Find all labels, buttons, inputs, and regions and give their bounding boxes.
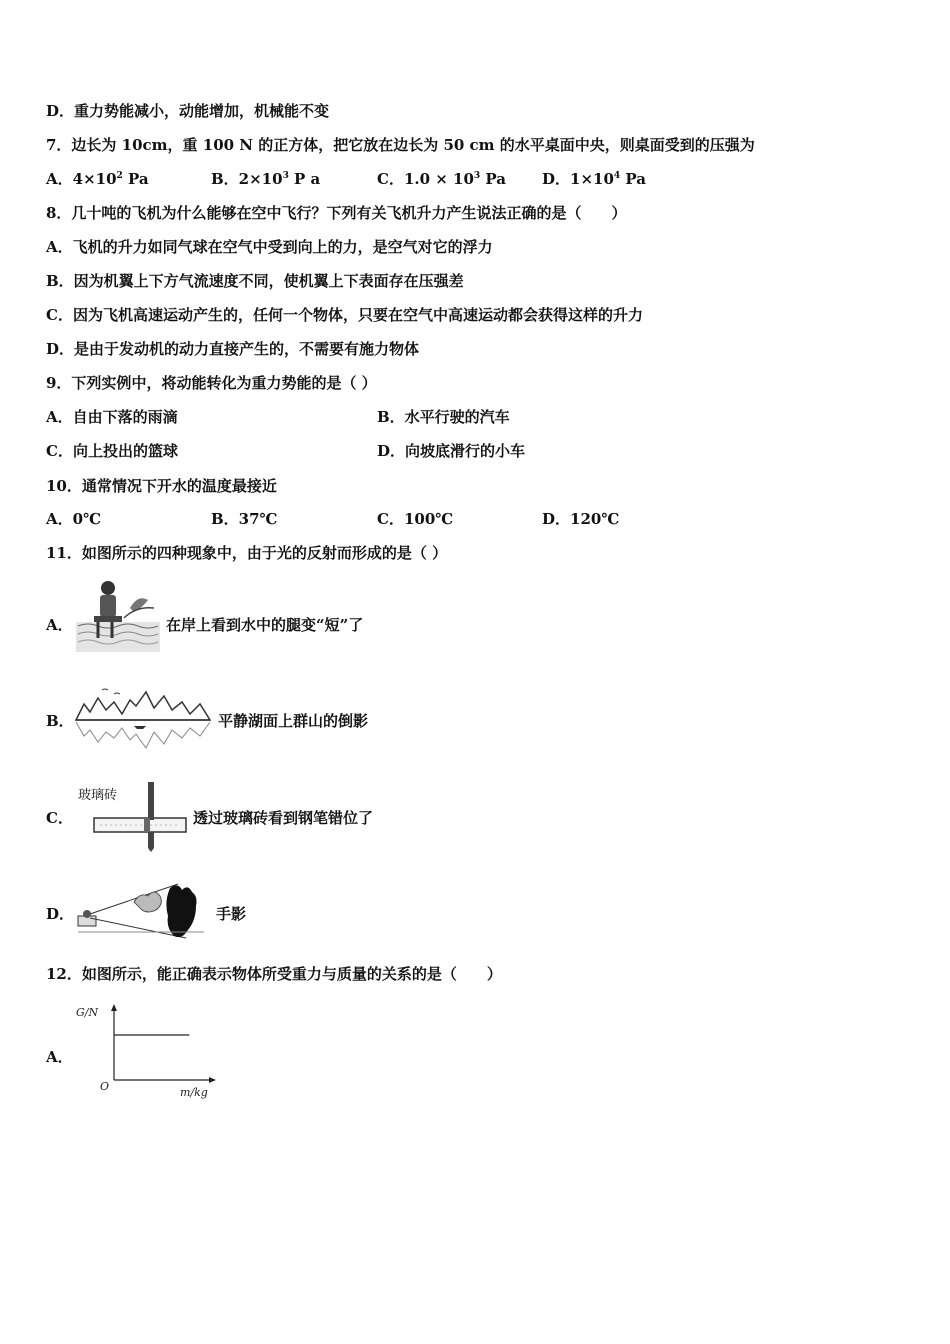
q12-option-a-label: A． (46, 1048, 73, 1066)
q9-option-a: A．自由下落的雨滴 (46, 408, 178, 426)
chart-x-axis-arrow (209, 1077, 216, 1083)
q11-option-b-caption: 平静湖面上群山的倒影 (218, 712, 369, 730)
glass-brick-label: 玻璃砖 (78, 788, 118, 803)
q11-option-a-caption: 在岸上看到水中的腿变“短”了 (166, 616, 364, 634)
q11-option-d-label: D． (46, 905, 75, 923)
q11-option-a-figure (76, 578, 160, 652)
q11-option-d-caption: 手影 (216, 905, 247, 923)
q8-stem: 8．几十吨的飞机为什么能够在空中飞行？下列有关飞机升力产生说法正确的是（ ） (46, 204, 627, 222)
chart-origin-label: O (100, 1080, 110, 1093)
q10-option-d: D．120℃ (542, 510, 620, 528)
q7-option-c: C．$1.0 \times 10^3$ Pa (377, 170, 507, 188)
q9-option-d: D．向坡底滑行的小车 (377, 442, 526, 460)
q10-option-c: C．100℃ (377, 510, 454, 528)
q11-option-b-label: B． (46, 712, 74, 730)
q7-option-b: B．$2\times 10^3$ P a (211, 170, 321, 188)
chart-y-axis-label: G/N (76, 1006, 99, 1019)
q8-option-b: B．因为机翼上下方气流速度不同，使机翼上下表面存在压强差 (46, 272, 464, 290)
q6-option-d: D．重力势能减小，动能增加，机械能不变 (46, 102, 330, 120)
q11-option-c-label: C． (46, 809, 73, 827)
q10-stem: 10．通常情况下开水的温度最接近 (46, 477, 277, 495)
q8-option-a: A．飞机的升力如同气球在空气中受到向上的力，是空气对它的浮力 (46, 238, 493, 256)
q11-option-d-figure (74, 880, 210, 944)
q12-option-a-chart (74, 1000, 224, 1105)
q12-stem: 12．如图所示，能正确表示物体所受重力与质量的关系的是（ ） (46, 965, 502, 983)
q11-option-c-caption: 透过玻璃砖看到钢笔错位了 (193, 809, 374, 827)
q7-stem: 7．边长为 10cm，重 100 N 的正方体，把它放在边长为 50 cm 的水平桌面中央，则桌面受到的压强为 (46, 136, 755, 154)
q7-option-a: A．$4\times 10^2$ Pa (46, 170, 149, 188)
q10-option-b: B．37℃ (211, 510, 278, 528)
q11-option-b-figure (74, 686, 212, 752)
q9-option-b: B．水平行驶的汽车 (377, 408, 510, 426)
chart-y-axis-arrow (111, 1004, 117, 1011)
q7-option-d: D．$1\times 10^4$ Pa (542, 170, 646, 188)
q10-option-a: A．0℃ (46, 510, 102, 528)
q9-stem: 9．下列实例中，将动能转化为重力势能的是（ ） (46, 374, 377, 392)
q11-option-c-figure (76, 782, 188, 852)
q9-option-c: C．向上投出的篮球 (46, 442, 178, 460)
q8-option-c: C．因为飞机高速运动产生的，任何一个物体，只要在空气中高速运动都会获得这样的升力 (46, 306, 643, 324)
q8-option-d: D．是由于发动机的动力直接产生的，不需要有施力物体 (46, 340, 420, 358)
chart-x-axis-label: m/kg (180, 1086, 208, 1099)
q11-option-a-label: A． (46, 616, 73, 634)
q11-stem: 11．如图所示的四种现象中，由于光的反射而形成的是（ ） (46, 544, 448, 562)
